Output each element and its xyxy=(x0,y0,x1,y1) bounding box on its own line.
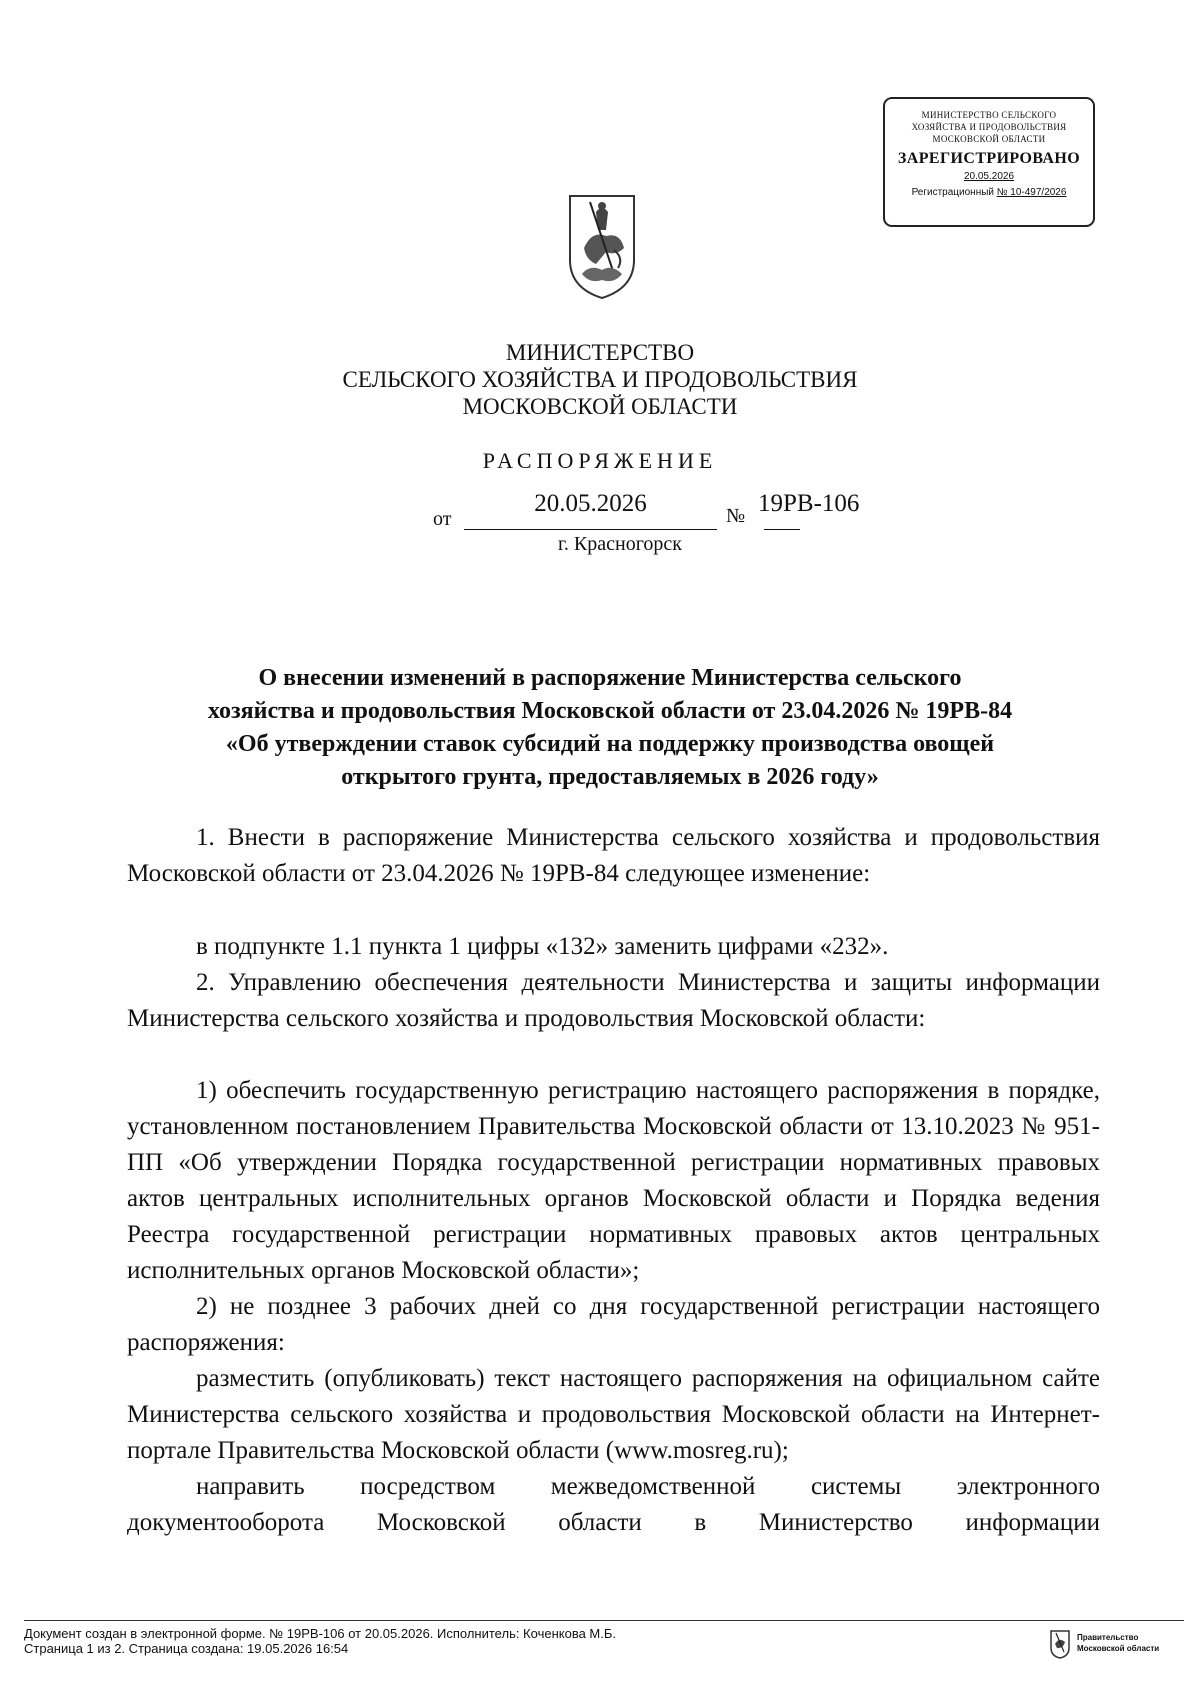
government-label-line-1: Правительство xyxy=(1077,1633,1139,1642)
date-underline xyxy=(464,529,717,530)
footer-line-1: Документ создан в электронной форме. № 19РВ-106 от 20.05.2026. Исполнитель: Коченкова М.Б. xyxy=(24,1626,617,1641)
government-label xyxy=(1077,1632,1159,1654)
paragraph-6: разместить (опубликовать) текст настоящего распоряжения на официальном сайте Министерства сельского хозяйства и продовольствия Московской области на Интернет-портале Правительства Московской области (www.mosreg.ru); xyxy=(127,1365,1100,1464)
stamp-reg-number xyxy=(885,187,1093,198)
title-line-3: «Об утверждении ставок субсидий на поддержку производства овощей xyxy=(225,731,995,757)
document-type: РАСПОРЯЖЕНИЕ xyxy=(482,448,718,473)
stamp-reg-label: Регистрационный xyxy=(911,187,994,198)
ministry-name-line-3: МОСКОВСКОЙ ОБЛАСТИ xyxy=(462,394,738,419)
footer-info xyxy=(24,1626,616,1656)
paragraph-5: 2) не позднее 3 рабочих дней со дня государственной регистрации настоящего распоряжения: xyxy=(127,1293,1100,1356)
paragraph-1: 1. Внести в распоряжение Министерства сельского хозяйства и продовольствия Московской области от 23.04.2026 № 19РВ-84 следующее изменение: xyxy=(127,824,1100,887)
ministry-name-line-2: СЕЛЬСКОГО ХОЗЯЙСТВА И ПРОДОВОЛЬСТВИЯ xyxy=(342,367,858,392)
date-prefix: от xyxy=(433,508,452,530)
title-line-1: О внесении изменений в распоряжение Министерства сельского xyxy=(258,665,962,691)
paragraph-7: направить посредством межведомственной системы электронного документооборота Московской области в Министерство информации xyxy=(127,1473,1100,1536)
stamp-reg-value: № 10-497/2026 xyxy=(996,187,1067,198)
footer-line-2: Страница 1 из 2. Страница создана: 19.05.2026 16:54 xyxy=(24,1641,349,1656)
document-number: 19РВ-106 xyxy=(758,490,860,517)
title-line-4: открытого грунта, предоставляемых в 2026 году» xyxy=(341,764,879,790)
stamp-line-1: МИНИСТЕРСТВО СЕЛЬСКОГО xyxy=(921,110,1057,120)
number-underline xyxy=(764,529,800,530)
ministry-name-line-1: МИНИСТЕРСТВО xyxy=(505,340,695,365)
paragraph-2: в подпункте 1.1 пункта 1 цифры «132» заменить цифрами «232». xyxy=(196,933,889,960)
coat-of-arms-icon xyxy=(566,190,638,302)
document-date: 20.05.2026 xyxy=(534,490,647,517)
government-label-line-2: Московской области xyxy=(1077,1644,1160,1653)
footer-divider xyxy=(24,1620,1184,1621)
title-line-2: хозяйства и продовольствия Московской области от 23.04.2026 № 19РВ-84 xyxy=(207,698,1013,724)
number-sign: № xyxy=(726,505,746,527)
document-city: г. Красногорск xyxy=(557,533,683,555)
paragraph-4: 1) обеспечить государственную регистрацию настоящего распоряжения в порядке, установленном постановлением Правительства Московской области от 13.10.2023 № 951-ПП «Об утверждении Порядка государственной регистрации нормативных правовых актов центральных исполнительных органов Московской области и Порядка ведения Реестра государственной регистрации нормативных правовых актов центральных исполнительных органов Московской области»; xyxy=(127,1077,1100,1284)
stamp-date: 20.05.2026 xyxy=(963,171,1015,182)
stamp-line-2: ХОЗЯЙСТВА И ПРОДОВОЛЬСТВИЯ xyxy=(911,122,1067,132)
stamp-line-3: МОСКОВСКОЙ ОБЛАСТИ xyxy=(932,134,1046,144)
document-title xyxy=(110,662,1110,794)
registration-stamp xyxy=(883,97,1095,227)
paragraph-3: 2. Управлению обеспечения деятельности Министерства и защиты информации Министерства сельского хозяйства и продовольствия Московской области: xyxy=(127,969,1100,1032)
stamp-status: ЗАРЕГИСТРИРОВАНО xyxy=(897,150,1081,167)
government-logo-icon xyxy=(1049,1628,1071,1660)
